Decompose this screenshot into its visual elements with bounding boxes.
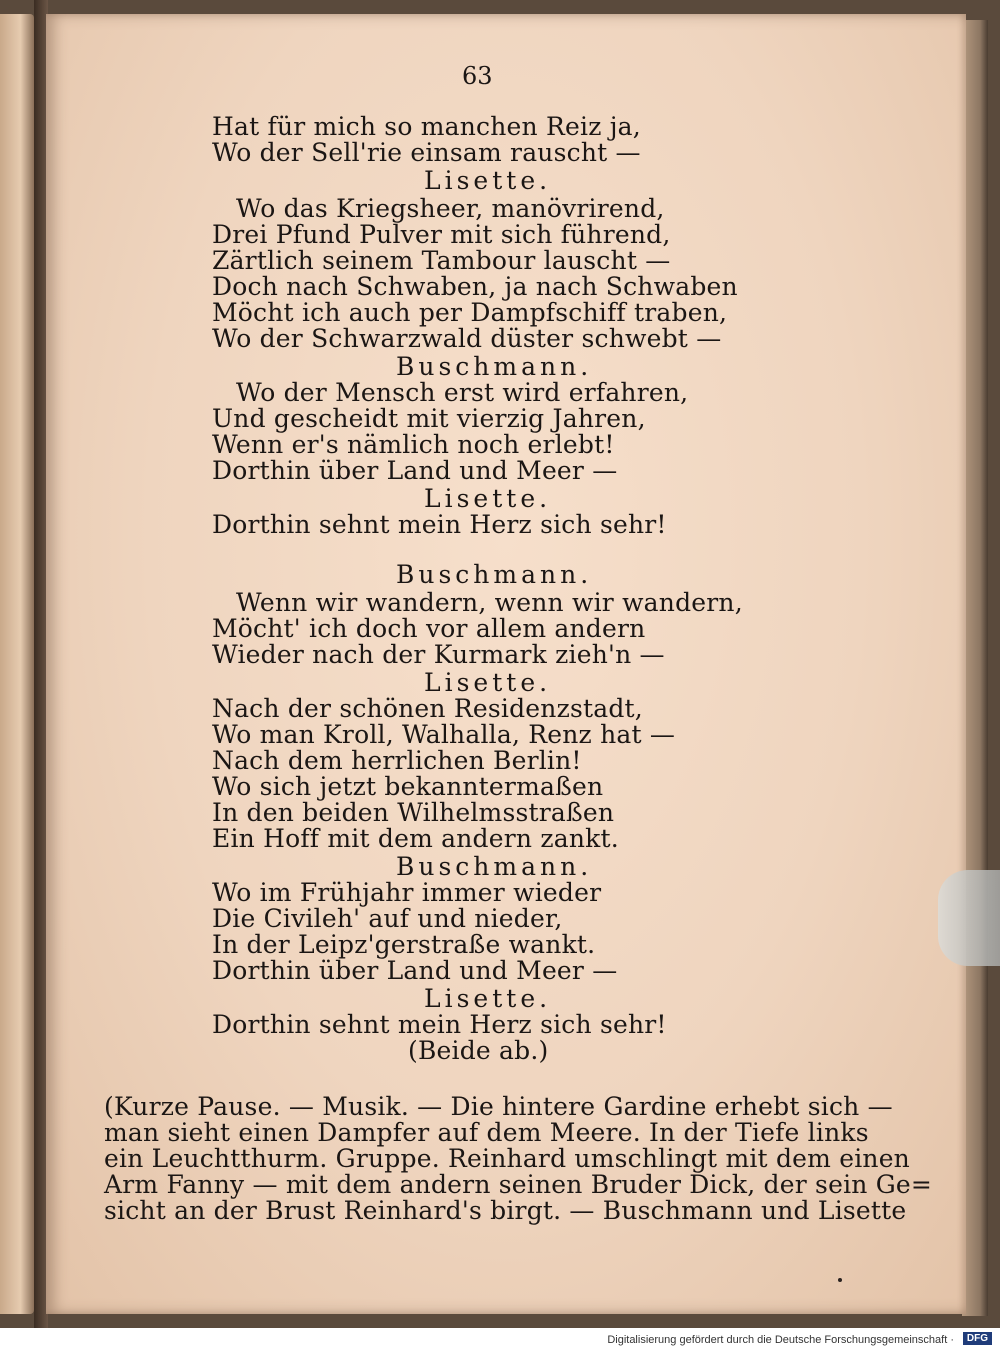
stage-direction-line: man sieht einen Dampfer auf dem Meere. In der Tiefe links <box>104 1118 869 1147</box>
verse-line: Wo im Frühjahr immer wieder <box>212 878 602 907</box>
verse-line: Wo das Kriegsheer, manövrirend, <box>236 194 665 223</box>
page-clip <box>938 870 1000 966</box>
verse-line: Doch nach Schwaben, ja nach Schwaben <box>212 272 738 301</box>
verse-line: Wo man Kroll, Walhalla, Renz hat — <box>212 720 676 749</box>
verse-line: Möcht' ich doch vor allem andern <box>212 614 646 643</box>
verse-line: Und gescheidt mit vierzig Jahren, <box>212 404 646 433</box>
verse-line: Wo der Mensch erst wird erfahren, <box>236 378 689 407</box>
verse-line: Ein Hoff mit dem andern zankt. <box>212 824 619 853</box>
speaker-name: Buschmann. <box>396 352 593 381</box>
speaker-name: Buschmann. <box>396 852 593 881</box>
verse-line: In der Leipz'gerstraße wankt. <box>212 930 596 959</box>
ink-spot <box>838 1278 842 1282</box>
verse-line: Dorthin sehnt mein Herz sich sehr! <box>212 510 667 539</box>
verse-line: Dorthin sehnt mein Herz sich sehr! <box>212 1010 667 1039</box>
verse-line: Hat für mich so manchen Reiz ja, <box>212 112 641 141</box>
verse-line: Nach der schönen Residenzstadt, <box>212 694 643 723</box>
stage-direction-line: Arm Fanny — mit dem andern seinen Bruder Dick, der sein Ge= <box>104 1170 933 1199</box>
verse-line: (Beide ab.) <box>408 1036 549 1065</box>
verse-line: In den beiden Wilhelmsstraßen <box>212 798 615 827</box>
speaker-name: Lisette. <box>424 668 552 697</box>
verse-line: Nach dem herrlichen Berlin! <box>212 746 582 775</box>
verse-line: Wo der Sell'rie einsam rauscht — <box>212 138 641 167</box>
speaker-name: Lisette. <box>424 484 552 513</box>
stage-direction-line: (Kurze Pause. — Musik. — Die hintere Gardine erhebt sich — <box>104 1092 893 1121</box>
stage-direction-line: sicht an der Brust Reinhard's birgt. — Buschmann und Lisette <box>104 1196 907 1225</box>
verse-line: Dorthin über Land und Meer — <box>212 956 618 985</box>
footer-credit: Digitalisierung gefördert durch die Deutsche Forschungsgemeinschaft · <box>607 1334 954 1346</box>
verse-line: Wo der Schwarzwald düster schwebt — <box>212 324 722 353</box>
page-number: 63 <box>462 62 493 90</box>
verse-line: Wieder nach der Kurmark zieh'n — <box>212 640 665 669</box>
left-page-edge <box>0 14 34 1314</box>
speaker-name: Buschmann. <box>396 560 593 589</box>
verse-line: Die Civileh' auf und nieder, <box>212 904 563 933</box>
verse-line: Möcht ich auch per Dampfschiff traben, <box>212 298 728 327</box>
verse-line: Wenn er's nämlich noch erlebt! <box>212 430 615 459</box>
verse-line: Wenn wir wandern, wenn wir wandern, <box>236 588 743 617</box>
speaker-name: Lisette. <box>424 166 552 195</box>
speaker-name: Lisette. <box>424 984 552 1013</box>
footer-bar <box>0 1328 1000 1352</box>
dfg-logo: DFG <box>963 1332 992 1345</box>
verse-line: Drei Pfund Pulver mit sich führend, <box>212 220 671 249</box>
stage-direction-line: ein Leuchtthurm. Gruppe. Reinhard umschlingt mit dem einen <box>104 1144 910 1173</box>
verse-line: Zärtlich seinem Tambour lauscht — <box>212 246 671 275</box>
verse-line: Dorthin über Land und Meer — <box>212 456 618 485</box>
verse-line: Wo sich jetzt bekanntermaßen <box>212 772 604 801</box>
